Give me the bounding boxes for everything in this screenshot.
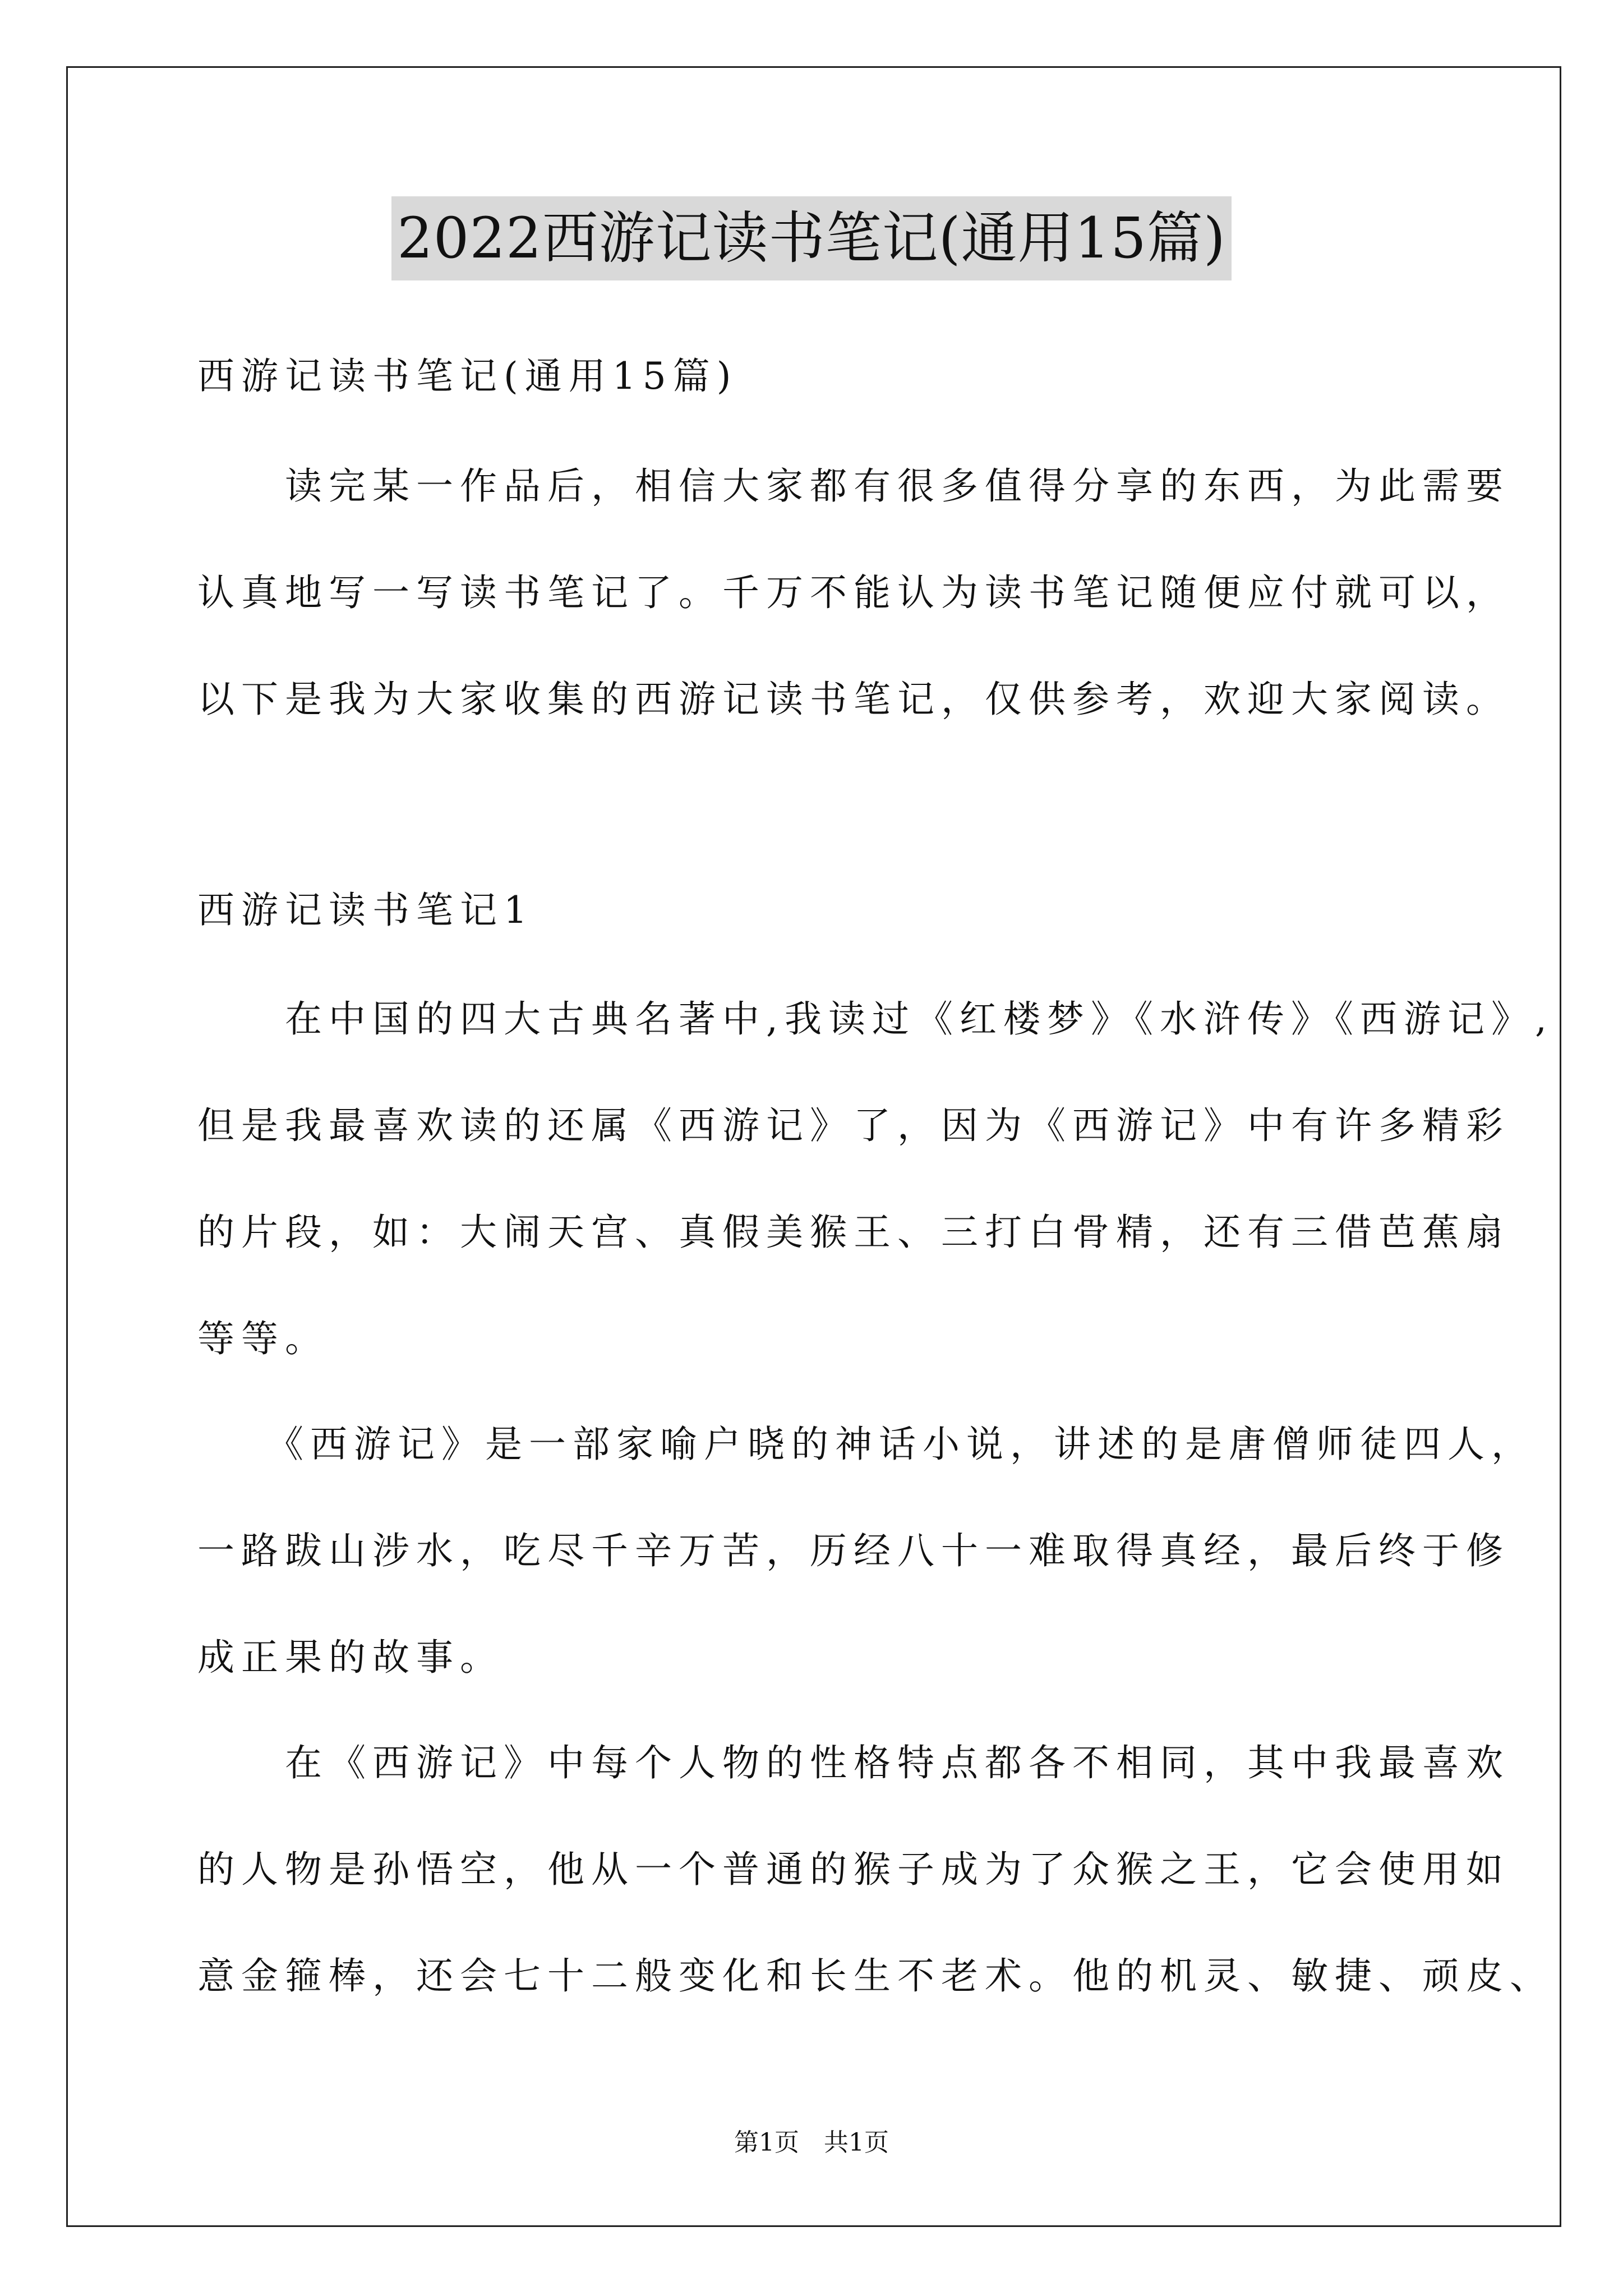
paragraph-1-line-1: 在中国的四大古典名著中,我读过《红楼梦》《水浒传》《西游记》, [197,997,1553,1041]
document-heading: 西游记读书笔记(通用15篇) [197,355,738,398]
paragraph-1-line-3: 的片段，如：大闹天宫、真假美猴王、三打白骨精，还有三借芭蕉扇 [197,1211,1510,1254]
page-footer: 第1页 共1页 [734,2128,889,2157]
paragraph-3-line-2: 的人物是孙悟空，他从一个普通的猴子成为了众猴之王，它会使用如 [197,1848,1510,1891]
document-title: 2022西游记读书笔记(通用15篇) [391,196,1232,280]
paragraph-1-line-4: 等等。 [197,1317,329,1360]
paragraph-1-line-2: 但是我最喜欢读的还属《西游记》了，因为《西游记》中有许多精彩 [197,1104,1510,1147]
title-container [0,196,1623,280]
paragraph-3-line-1: 在《西游记》中每个人物的性格特点都各不相同，其中我最喜欢 [197,1741,1510,1784]
intro-line-2: 认真地写一写读书笔记了。千万不能认为读书笔记随便应付就可以， [197,571,1510,614]
intro-line-1: 读完某一作品后，相信大家都有很多值得分享的东西，为此需要 [197,464,1510,508]
section-heading: 西游记读书笔记1 [197,889,534,932]
paragraph-3-line-3: 意金箍棒，还会七十二般变化和长生不老术。他的机灵、敏捷、顽皮、 [197,1954,1553,1998]
paragraph-2-line-1: 《西游记》是一部家喻户晓的神话小说，讲述的是唐僧师徒四人， [197,1423,1535,1466]
paragraph-2-line-3: 成正果的故事。 [197,1636,504,1679]
paragraph-2-line-2: 一路跋山涉水，吃尽千辛万苦，历经八十一难取得真经，最后终于修 [197,1529,1510,1572]
intro-line-3: 以下是我为大家收集的西游记读书笔记，仅供参考，欢迎大家阅读。 [197,678,1510,721]
